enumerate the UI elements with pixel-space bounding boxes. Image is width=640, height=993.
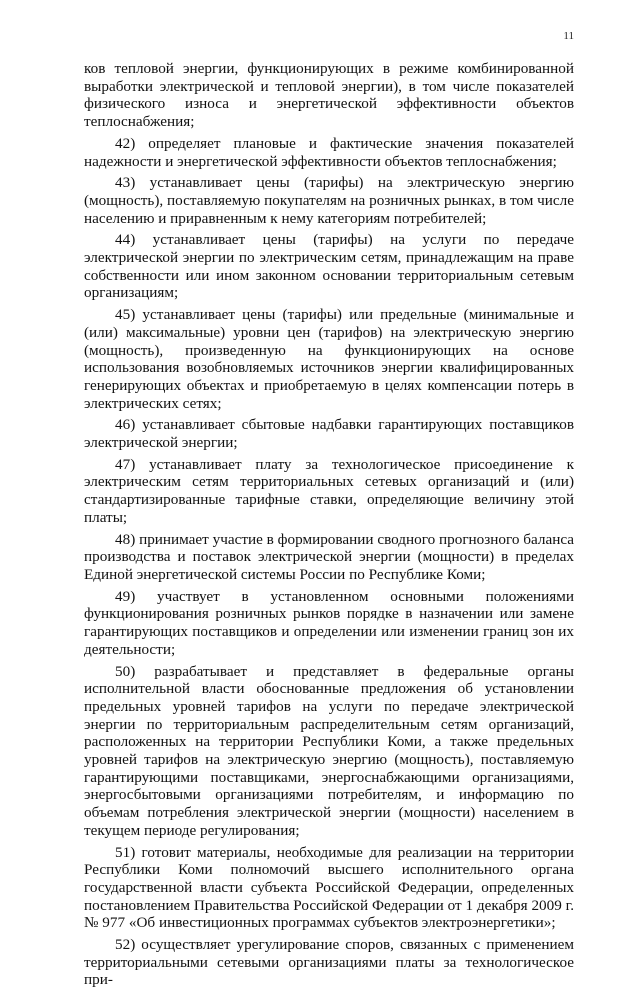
document-body: [84, 60, 574, 993]
paragraph-item-46: 46) устанавливает сбытовые надбавки гарантирующих поставщиков электрической энергии;: [84, 416, 574, 452]
paragraph-item-51: 51) готовит материалы, необходимые для реализации на территории Республики Коми полномочий высшего исполнительного органа государственной власти субъекта Российской Федерации, определенных постановлением Правительства Российской Федерации от 1 декабря 2009 г. № 977 «Об инвестиционных программах субъектов электроэнергетики»;: [84, 843, 574, 932]
paragraph-item-50: 50) разрабатывает и представляет в федеральные органы исполнительной власти обоснованные предложения об установлении предельных уровней тарифов на услуги по передаче электрической энергии по территориальным распределительным сетям организаций, расположенных на территории Республики Коми, а также предельных уровней тарифов на электрическую энергию (мощность), поставляемую гарантирующими поставщиками, энергоснабжающими организациями, энергосбытовыми организациями потребителям, и информацию по объемам потребления электрической энергии (мощности) населением в текущем периоде регулирования;: [84, 662, 574, 839]
paragraph-item-44: 44) устанавливает цены (тарифы) на услуги по передаче электрической энергии по электрическим сетям, принадлежащим на праве собственности или ином законном основании территориальным сетевым организациям;: [84, 231, 574, 302]
page-number: 11: [563, 30, 574, 42]
paragraph-item-45: 45) устанавливает цены (тарифы) или предельные (минимальные и (или) максимальные) уровни цен (тарифов) на электрическую энергию (мощность), произведенную на функционирующих на основе использования возобновляемых источников энергии квалифицированных генерирующих объектах и приобретаемую в целях компенсации потерь в электрических сетях;: [84, 306, 574, 412]
paragraph-item-43: 43) устанавливает цены (тарифы) на электрическую энергию (мощность), поставляемую покупателям на розничных рынках, в том числе населению и приравненным к нему категориям потребителей;: [84, 174, 574, 227]
paragraph-item-49: 49) участвует в установленном основными положениями функционирования розничных рынков порядке в назначении или замене гарантирующих поставщиков и определении или изменении границ зон их деятельности;: [84, 587, 574, 658]
paragraph-item-48: 48) принимает участие в формировании сводного прогнозного баланса производства и поставок электрической энергии (мощности) в пределах Единой энергетической системы России по Республике Коми;: [84, 530, 574, 583]
paragraph-item-47: 47) устанавливает плату за технологическое присоединение к электрическим сетям территориальных сетевых организаций и (или) стандартизированные тарифные ставки, определяющие величину этой платы;: [84, 455, 574, 526]
paragraph-continuation: ков тепловой энергии, функционирующих в режиме комбинированной выработки электрической и тепловой энергии), в том числе показателей физического износа и энергетической эффективности объектов теплоснабжения;: [84, 60, 574, 131]
paragraph-item-52: 52) осуществляет урегулирование споров, связанных с применением территориальными сетевыми организациями платы за технологическое при-: [84, 936, 574, 989]
paragraph-item-42: 42) определяет плановые и фактические значения показателей надежности и энергетической эффективности объектов теплоснабжения;: [84, 134, 574, 170]
